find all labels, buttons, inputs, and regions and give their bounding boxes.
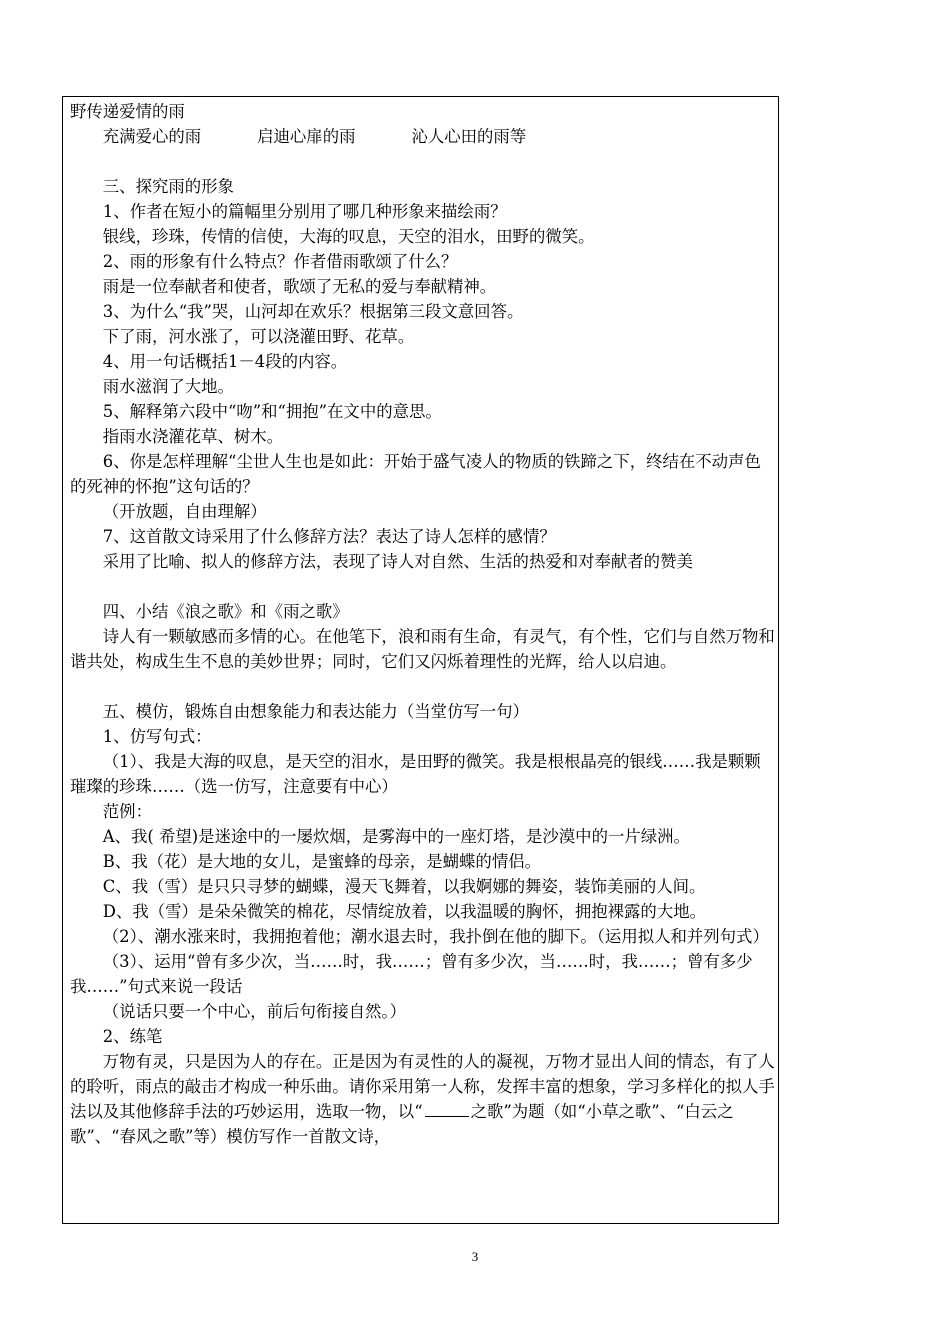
answer: （开放题，自由理解） <box>102 502 267 521</box>
answer: 下了雨，河水涨了，可以浇灌田野、花草。 <box>102 327 415 346</box>
answer: 指雨水浇灌花草、树木。 <box>102 427 284 446</box>
paragraph: 诗人有一颗敏感而多情的心。在他笔下，浪和雨有生命，有灵气，有个性，它们与自然万物和谐共处，构成生生不息的美妙世界；同时，它们又闪烁着理性的光辉，给人以启迪。 <box>70 627 775 671</box>
section-title: 五、模仿，锻炼自由想象能力和表达能力（当堂仿写一句） <box>102 702 529 721</box>
fill-in-blank <box>425 1102 469 1117</box>
example: D、我（雪）是朵朵微笑的棉花，尽情绽放着，以我温暖的胸怀，拥抱裸露的大地。 <box>102 902 706 921</box>
question: 6、你是怎样理解“尘世人生也是如此：开始于盛气凌人的物质的铁蹄之下，终结在不动声色的死神的怀抱”这句话的？ <box>70 452 761 496</box>
page-number: 3 <box>471 1249 479 1264</box>
section-title: 三、探究雨的形象 <box>102 177 234 196</box>
question: 1、作者在短小的篇幅里分别用了哪几种形象来描绘雨？ <box>102 202 507 221</box>
question: 3、为什么“我”哭，山河却在欢乐？根据第三段文意回答。 <box>102 302 524 321</box>
exercise: （1）、我是大海的叹息，是天空的泪水，是田野的微笑。我是根根晶亮的银线……我是颗颗璀璨的珍珠……（选一仿写，注意要有中心） <box>70 752 761 796</box>
answer: 采用了比喻、拟人的修辞方法，表现了诗人对自然、生活的热爱和对奉献者的赞美 <box>102 552 693 571</box>
example: C、我（雪）是只只寻梦的蝴蝶，漫天飞舞着，以我婀娜的舞姿，装饰美丽的人间。 <box>102 877 706 896</box>
question: 5、解释第六段中“吻”和“拥抱”在文中的意思。 <box>102 402 442 421</box>
subsection-title: 2、练笔 <box>102 1027 163 1046</box>
section-title: 四、小结《浪之歌》和《雨之歌》 <box>102 602 349 621</box>
paragraph-part: 之歌”为题（如“小草之歌”、“白云之歌”、“春风之歌”等）模仿写作一首散文诗， <box>70 1102 734 1146</box>
note: （说话只要一个中心，前后句衔接自然。） <box>102 1002 407 1021</box>
answer: 雨是一位奉献者和使者，歌颂了无私的爱与奉献精神。 <box>102 277 497 296</box>
answer: 银线，珍珠，传情的信使，大海的叹息，天空的泪水，田野的微笑。 <box>102 227 595 246</box>
question: 4、用一句话概括1－4段的内容。 <box>102 352 348 371</box>
answer: 雨水滋润了大地。 <box>102 377 234 396</box>
example-label: 范例： <box>102 802 152 821</box>
subsection-title: 1、仿写句式： <box>102 727 212 746</box>
question: 2、雨的形象有什么特点？作者借雨歌颂了什么？ <box>102 252 458 271</box>
example: A、我( 希望)是迷途中的一屡炊烟，是雾海中的一座灯塔，是沙漠中的一片绿洲。 <box>102 827 690 846</box>
exercise: （2）、潮水涨来时，我拥抱着他；潮水退去时，我扑倒在他的脚下。（运用拟人和并列句式） <box>102 927 769 946</box>
rain-type: 启迪心扉的雨 <box>257 127 356 146</box>
paragraph <box>70 1049 776 1149</box>
rain-type: 充满爱心的雨 <box>102 127 202 146</box>
example: B、我（花）是大地的女儿，是蜜蜂的母亲，是蝴蝶的情侣。 <box>102 852 541 871</box>
exercise: （3）、运用“曾有多少次，当……时，我……；曾有多少次，当……时，我……；曾有多少我……”句式来说一段话 <box>70 952 753 996</box>
text-line: 野传递爱情的雨 <box>70 102 185 121</box>
lesson-content <box>70 99 776 1149</box>
paragraph-part: 万物有灵，只是因为人的存在。正是因为有灵性的人的凝视，万物才显出人间的情态，有了人的聆听，雨点的敲击才构成一种乐曲。请你采用第一人称，发挥丰富的想象，学习多样化的拟人手法以及其他修辞手法的巧妙运用，选取一物，以“ <box>70 1052 775 1121</box>
question: 7、这首散文诗采用了什么修辞方法？表达了诗人怎样的感情？ <box>102 527 556 546</box>
rain-type: 沁人心田的雨等 <box>411 127 527 146</box>
rain-types-line <box>70 124 776 149</box>
